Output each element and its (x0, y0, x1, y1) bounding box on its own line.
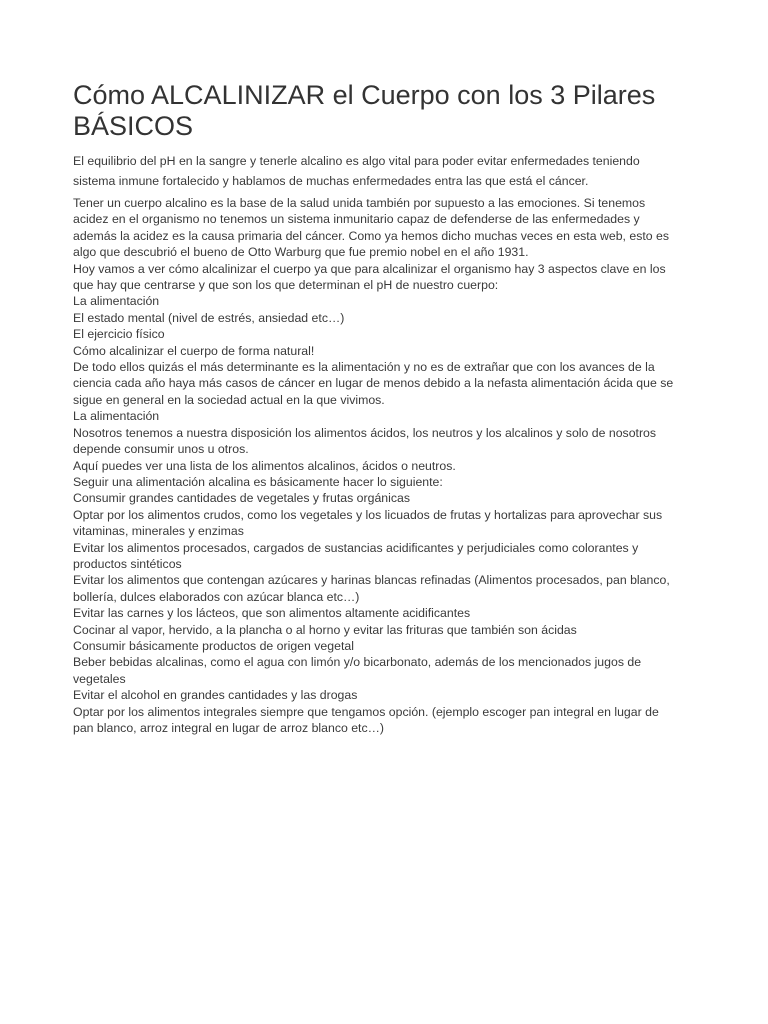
text-line: algo que descubrió el bueno de Otto Warburg que fue premio nobel en el año 1931. (73, 245, 529, 260)
text-line: Cocinar al vapor, hervido, a la plancha o al horno y evitar las frituras que también son ácidas (73, 622, 577, 637)
document-title (73, 80, 693, 142)
text-line: sigue en general en la sociedad actual en la que vivimos. (73, 392, 385, 407)
text-line: pan blanco, arroz integral en lugar de arroz blanco etc…) (73, 721, 385, 735)
text-line: Evitar los alimentos que contengan azúcares y harinas blancas refinadas (Alimentos procesados, pan blanco, (73, 573, 670, 588)
text-line: depende consumir unos u otros. (73, 442, 249, 457)
text-line: Optar por los alimentos crudos, como los vegetales y los licuados de frutas y hortalizas para aprovechar sus (73, 507, 663, 522)
document-page (73, 80, 693, 736)
text-line: Evitar el alcohol en grandes cantidades y las drogas (73, 688, 358, 703)
text-line: además la acidez es la causa primaria del cáncer. Como ya hemos dicho muchas veces en esta web, esto es (73, 228, 670, 243)
body-text (73, 195, 693, 736)
text-line: Aquí puedes ver una lista de los alimentos alcalinos, ácidos o neutros. (73, 458, 456, 473)
text-line: bollería, dulces elaborados con azúcar blanca etc…) (73, 589, 360, 604)
text-line: La alimentación (73, 294, 160, 309)
text-line: Nosotros tenemos a nuestra disposición los alimentos ácidos, los neutros y los alcalinos y solo de nosotros (73, 425, 657, 440)
text-line: El estado mental (nivel de estrés, ansiedad etc…) (73, 310, 345, 325)
text-line: acidez en el organismo no tenemos un sistema inmunitario capaz de defenderse de las enfermedades y (73, 212, 640, 227)
text-line: vegetales (73, 671, 126, 686)
text-line: De todo ellos quizás el más determinante es la alimentación y no es de extrañar que con los avances de la (73, 360, 655, 375)
text-line: que hay que centrarse y que son los que determinan el pH de nuestro cuerpo: (73, 278, 499, 293)
text-line: vitaminas, minerales y enzimas (73, 524, 244, 539)
text-line: La alimentación (73, 409, 160, 424)
text-line: Consumir grandes cantidades de vegetales y frutas orgánicas (73, 491, 410, 506)
title-line-2: BÁSICOS (73, 111, 194, 141)
text-line: Consumir básicamente productos de origen vegetal (73, 638, 354, 653)
text-line: productos sintéticos (73, 556, 182, 571)
text-line: Beber bebidas alcalinas, como el agua con limón y/o bicarbonato, además de los mencionados jugos de (73, 655, 642, 670)
title-line-1: Cómo ALCALINIZAR el Cuerpo con los 3 Pilares (73, 80, 656, 110)
text-line: Optar por los alimentos integrales siempre que tengamos opción. (ejemplo escoger pan integral en lugar de (73, 704, 659, 719)
text-line: Tener un cuerpo alcalino es la base de la salud unida también por supuesto a las emociones. Si tenemos (73, 196, 646, 210)
text-line: Hoy vamos a ver cómo alcalinizar el cuerpo ya que para alcalinizar el organismo hay 3 aspectos clave en los (73, 261, 666, 276)
intro-line-1: El equilibrio del pH en la sangre y tenerle alcalino es algo vital para poder evitar enfermedades teniendo (73, 154, 640, 168)
text-line: Cómo alcalinizar el cuerpo de forma natural! (73, 343, 315, 358)
text-line: Seguir una alimentación alcalina es básicamente hacer lo siguiente: (73, 474, 443, 489)
text-line: El ejercicio físico (73, 327, 165, 342)
text-line: ciencia cada año haya más casos de cáncer en lugar de menos debido a la nefasta alimentación ácida que se (73, 376, 674, 391)
intro-paragraph (73, 151, 693, 191)
text-line: Evitar los alimentos procesados, cargados de sustancias acidificantes y perjudiciales como colorantes y (73, 540, 639, 555)
text-line: Evitar las carnes y los lácteos, que son alimentos altamente acidificantes (73, 606, 471, 621)
intro-line-2: sistema inmune fortalecido y hablamos de muchas enfermedades entra las que está el cáncer. (73, 174, 589, 188)
